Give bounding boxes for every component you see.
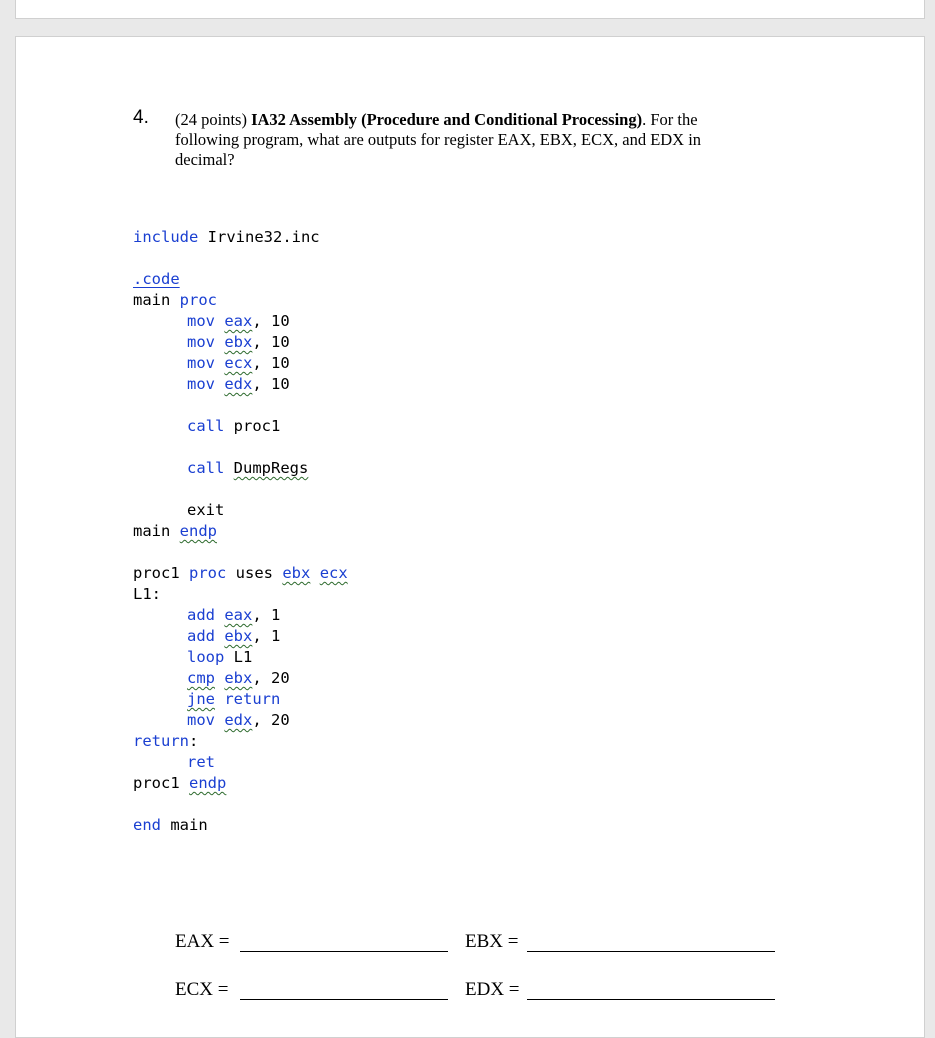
question-4 bbox=[133, 107, 748, 170]
code-line-proc1-endp: proc1 endp bbox=[133, 774, 227, 792]
code-line-cmp: cmp ebx, 20 bbox=[187, 669, 290, 687]
ecx-label: ECX = bbox=[175, 979, 229, 1000]
code-line-main-proc: main proc bbox=[133, 291, 217, 309]
code-line-loop: loop L1 bbox=[187, 648, 253, 666]
code-line-add-eax: add eax, 1 bbox=[187, 606, 281, 624]
edx-answer-blank[interactable] bbox=[527, 999, 775, 1000]
question-prompt: . For the following program, what are outputs for register EAX, EBX, ECX, and EDX in decimal? bbox=[175, 110, 702, 169]
code-line-return-label: return: bbox=[133, 732, 199, 750]
question-number: 4. bbox=[133, 107, 149, 128]
code-line-include: include Irvine32.inc bbox=[133, 228, 320, 246]
code-line-exit: exit bbox=[187, 501, 225, 519]
code-line-mov-ebx: mov ebx, 10 bbox=[187, 333, 290, 351]
code-line-end-main: end main bbox=[133, 816, 208, 834]
eax-answer-blank[interactable] bbox=[240, 951, 448, 952]
code-line-add-ebx: add ebx, 1 bbox=[187, 627, 281, 645]
code-line-jne: jne return bbox=[187, 690, 281, 708]
edx-label: EDX = bbox=[465, 979, 520, 1000]
code-line-mov-edx-20: mov edx, 20 bbox=[187, 711, 290, 729]
ecx-answer-blank[interactable] bbox=[240, 999, 448, 1000]
previous-page-edge bbox=[15, 0, 925, 19]
code-line-proc1-header: proc1 proc uses ebx ecx bbox=[133, 564, 348, 582]
ebx-answer-blank[interactable] bbox=[527, 951, 775, 952]
eax-label: EAX = bbox=[175, 931, 230, 952]
code-line-mov-ecx: mov ecx, 10 bbox=[187, 354, 290, 372]
question-points: (24 points) bbox=[175, 110, 247, 129]
code-line-call-dumpregs: call DumpRegs bbox=[187, 459, 309, 477]
code-line-code-directive: .code bbox=[133, 270, 180, 288]
code-line-label-l1: L1: bbox=[133, 585, 161, 603]
question-text bbox=[175, 110, 748, 170]
question-title: IA32 Assembly (Procedure and Conditional Processing) bbox=[251, 110, 643, 129]
code-line-mov-eax: mov eax, 10 bbox=[187, 312, 290, 330]
code-line-ret: ret bbox=[187, 753, 215, 771]
ebx-label: EBX = bbox=[465, 931, 519, 952]
code-line-mov-edx: mov edx, 10 bbox=[187, 375, 290, 393]
code-line-main-endp: main endp bbox=[133, 522, 217, 540]
code-line-call-proc1: call proc1 bbox=[187, 417, 281, 435]
